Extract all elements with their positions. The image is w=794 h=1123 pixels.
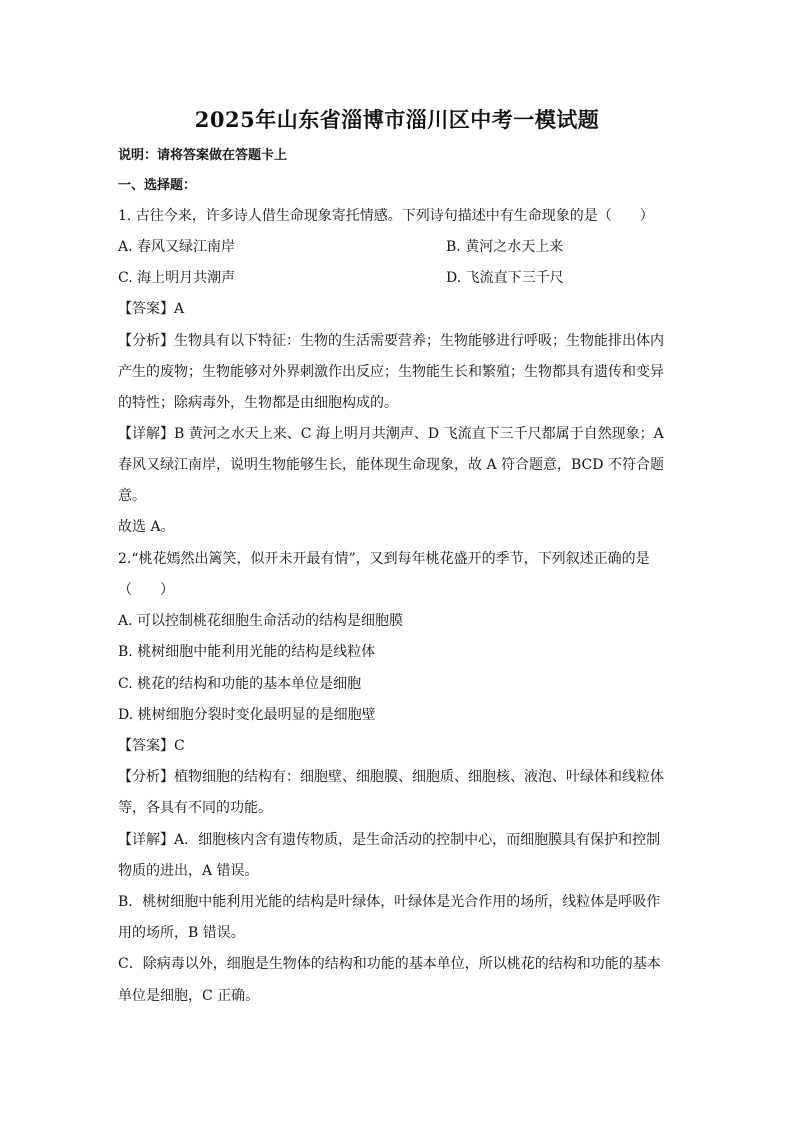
question-1-option-b: B. 黄河之水天上来	[446, 239, 564, 255]
question-2-option-b: B. 桃树细胞中能利用光能的结构是线粒体	[118, 644, 376, 660]
instruction-text: 说明：请将答案做在答题卡上	[118, 148, 288, 163]
question-1-detail-line: 【详解】B 黄河之水天上来、C 海上明月共潮声、D 飞流直下三千尺都属于自然现象；A	[118, 426, 664, 442]
section-heading: 一、选择题：	[118, 178, 197, 193]
question-1-detail-line: 意。	[118, 488, 146, 504]
question-1-conclusion: 故选 A。	[118, 519, 175, 535]
question-2-detail-line: 单位是细胞，C 正确。	[118, 988, 260, 1004]
question-1-stem: 1. 古往今来，许多诗人借生命现象寄托情感。下列诗句描述中有生命现象的是（ ）	[118, 208, 654, 224]
question-2-detail-line: 用的场所，B 错误。	[118, 925, 245, 941]
question-1-analysis-line: 的特性；除病毒外，生物都是由细胞构成的。	[118, 395, 398, 411]
question-2-analysis-line: 【分析】植物细胞的结构有：细胞壁、细胞膜、细胞质、细胞核、液泡、叶绿体和线粒体	[118, 769, 664, 785]
question-1-answer: 【答案】A	[118, 301, 185, 317]
question-1-option-a: A. 春风又绿江南岸	[118, 239, 236, 255]
question-1-analysis-line: 【分析】生物具有以下特征：生物的生活需要营养；生物能够进行呼吸；生物能排出体内	[118, 333, 664, 349]
question-2-detail-line: 【详解】A．细胞核内含有遗传物质，是生命活动的控制中心，而细胞膜具有保护和控制	[118, 832, 661, 848]
question-2-detail-line: C．除病毒以外，细胞是生物体的结构和功能的基本单位，所以桃花的结构和功能的基本	[118, 956, 661, 972]
question-2-detail-line: 物质的进出，A 错误。	[118, 863, 259, 879]
question-2-stem-bracket: （ ）	[118, 582, 174, 598]
question-2-option-d: D. 桃树细胞分裂时变化最明显的是细胞壁	[118, 707, 376, 723]
question-2-stem: 2.“桃花嫣然出篱笑，似开未开最有情”，又到每年桃花盛开的季节，下列叙述正确的是	[118, 551, 650, 567]
question-2-option-c: C. 桃花的结构和功能的基本单位是细胞	[118, 676, 362, 692]
page-title: 2025年山东省淄博市淄川区中考一模试题	[194, 107, 600, 132]
question-1-detail-line: 春风又绿江南岸，说明生物能够生长，能体现生命现象，故 A 符合题意，BCD 不符合题	[118, 457, 664, 473]
question-2-detail-line: B．桃树细胞中能利用光能的结构是叶绿体，叶绿体是光合作用的场所，线粒体是呼吸作	[118, 894, 661, 910]
question-2-analysis-line: 等，各具有不同的功能。	[118, 800, 272, 816]
question-1-option-d: D. 飞流直下三千尺	[446, 270, 564, 286]
question-2-answer: 【答案】C	[118, 738, 185, 754]
question-1-option-c: C. 海上明月共潮声	[118, 270, 236, 286]
question-2-option-a: A. 可以控制桃花细胞生命活动的结构是细胞膜	[118, 613, 404, 629]
question-1-analysis-line: 产生的废物；生物能够对外界刺激作出反应；生物能生长和繁殖；生物都具有遗传和变异	[118, 364, 664, 380]
